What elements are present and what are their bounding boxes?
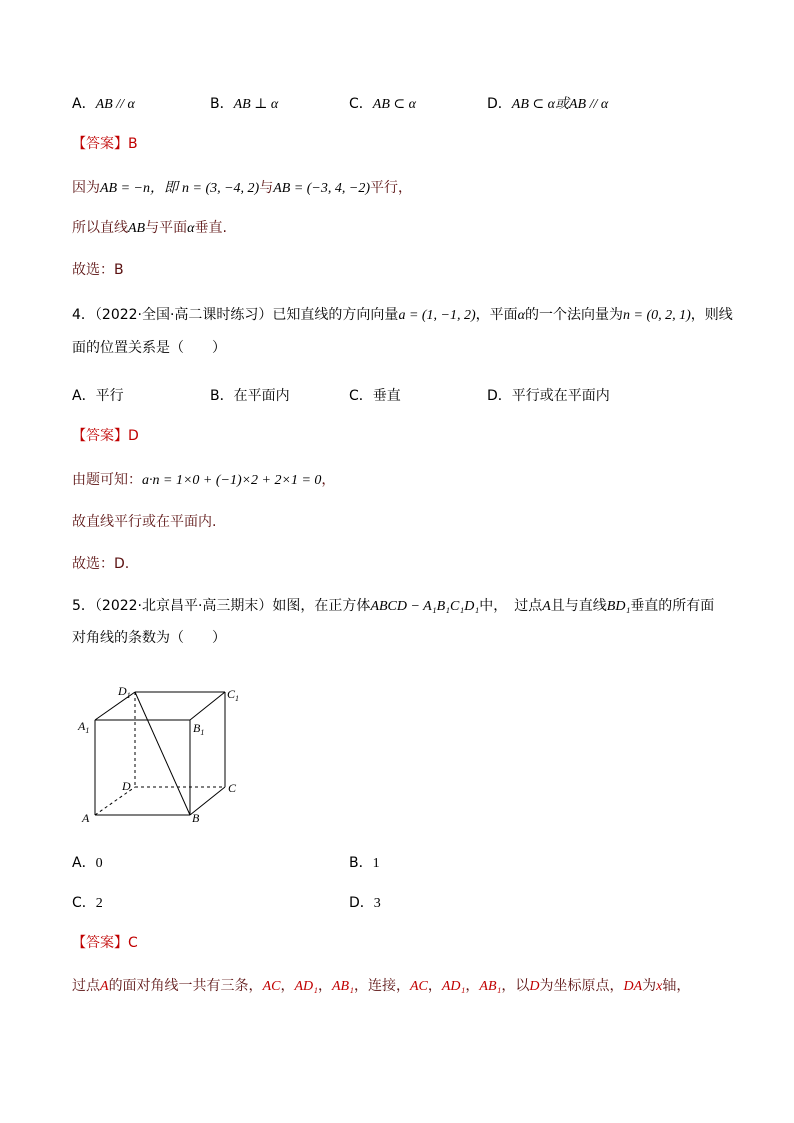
q4-option-d: D．平行或在平面内 <box>487 388 610 404</box>
q3-choose: 故选：B <box>72 262 124 278</box>
q3-solution-line1: 因为AB = −n，即 n = (3, −4, 2)与AB = (−3, 4, −2)平行， <box>72 180 412 196</box>
q4-option-c: C．垂直 <box>349 388 401 404</box>
diagonal-bd1 <box>135 692 190 815</box>
answer-label: 【答案】 <box>72 136 128 152</box>
cube-figure <box>70 680 250 830</box>
label-a1: $A_1$ <box>78 719 90 735</box>
q4-choose: 故选：D. <box>72 556 130 572</box>
edge-b1c1 <box>190 692 225 720</box>
answer-value: B <box>128 136 138 152</box>
q4-stem-line1: 4．（2022·全国·高二课时练习）已知直线的方向向量a = (1, −1, 2)，平面α的一个法向量为n = (0, 2, 1)，则线 <box>72 307 733 323</box>
answer-label: 【答案】 <box>72 935 128 951</box>
q4-option-a: A．平行 <box>72 388 124 404</box>
q5-option-b: B．1 <box>349 855 380 871</box>
q5-stem-line1: 5．（2022·北京昌平·高三期末）如图，在正方体ABCD − A₁B₁C₁D₁中， 过点A且与直线BD₁垂直的所有面 <box>72 598 715 614</box>
q4-solution-line2: 故直线平行或在平面内. <box>72 514 217 530</box>
q3-option-d: D．AB ⊂ α或AB // α <box>487 96 609 112</box>
label-b1: $B_1$ <box>193 721 205 737</box>
q3-option-c: C．AB ⊂ α <box>349 96 416 112</box>
q5-option-d: D．3 <box>349 895 381 911</box>
answer-value: D <box>128 428 139 444</box>
q3-option-a: A．AB // α <box>72 96 135 112</box>
label-d1: $D_1$ <box>118 684 131 700</box>
answer-label: 【答案】 <box>72 428 128 444</box>
q5-option-c: C．2 <box>72 895 103 911</box>
q3-answer <box>72 134 138 154</box>
q4-stem-line2: 面的位置关系是（ ） <box>72 340 226 356</box>
label-c: C <box>228 781 237 795</box>
q3-solution-line2: 所以直线AB与平面α垂直. <box>72 220 227 236</box>
q5-answer <box>72 933 138 953</box>
label-a: A <box>82 811 90 825</box>
q5-option-a: A．0 <box>72 855 103 871</box>
label-c1: $C_1$ <box>227 687 240 703</box>
q4-answer <box>72 426 139 446</box>
label-d: D <box>122 779 131 793</box>
q4-solution-line1: 由题可知：a·n = 1×0 + (−1)×2 + 2×1 = 0， <box>72 472 336 488</box>
answer-value: C <box>128 935 138 951</box>
q3-option-b: B．AB ⊥ α <box>210 96 279 112</box>
q4-option-b: B．在平面内 <box>210 388 290 404</box>
q5-stem-line2: 对角线的条数为（ ） <box>72 630 226 646</box>
q5-solution-line1: 过点A的面对角线一共有三条，AC，AD₁，AB₁，连接，AC，AD₁，AB₁，以D为坐标原点，DA为x轴， <box>72 978 691 994</box>
label-b: B <box>192 811 200 825</box>
